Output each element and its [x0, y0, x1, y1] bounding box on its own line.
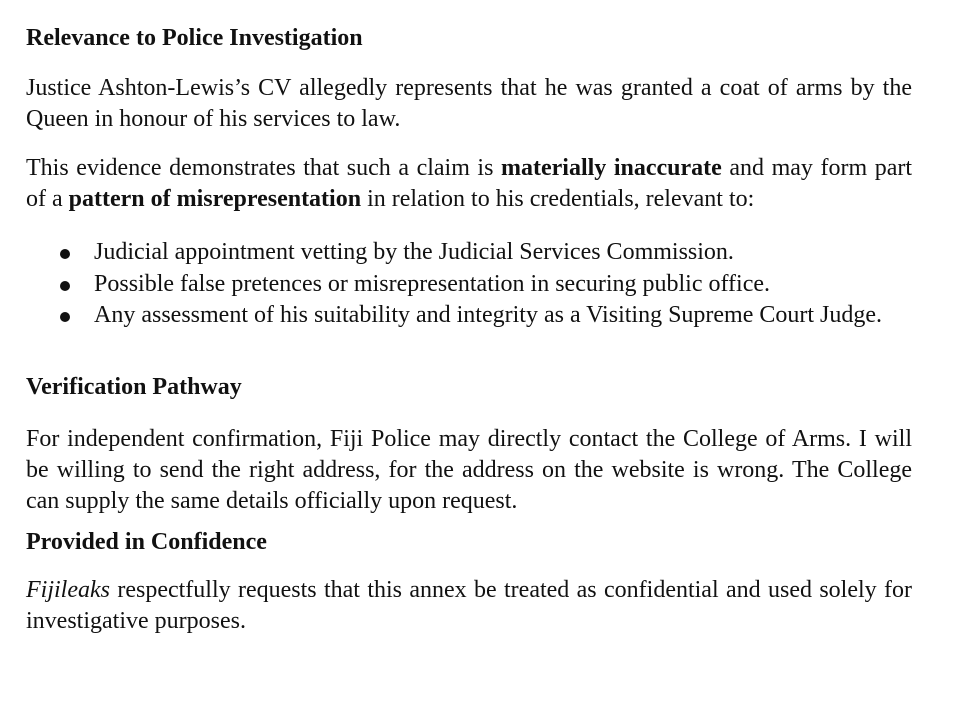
heading-confidence: Provided in Confidence	[26, 528, 267, 555]
evidence-bold-pattern: pattern of misrepresentation	[68, 186, 362, 212]
fijileaks-name: Fijileaks	[26, 576, 110, 603]
confidence-text: respectfully requests that this annex be treated as confidential and used solely for investigative purposes.	[26, 576, 912, 634]
heading-relevance: Relevance to Police Investigation	[26, 25, 363, 51]
bullet-text: Possible false pretences or misrepresentation in securing public office.	[94, 270, 771, 297]
relevance-bullet-list	[26, 237, 912, 332]
evidence-text-3: in relation to his credentials, relevant to:	[361, 186, 755, 212]
list-item	[26, 269, 912, 301]
bullet-text: Any assessment of his suitability and integrity as a Visiting Supreme Court Judge.	[94, 302, 883, 328]
heading-verification: Verification Pathway	[26, 373, 242, 400]
list-item	[26, 237, 912, 269]
paragraph-confidence	[26, 575, 912, 637]
bullet-icon	[60, 281, 70, 291]
bullet-icon	[60, 312, 70, 322]
evidence-bold-inaccurate: materially inaccurate	[501, 155, 722, 181]
evidence-text-1: This evidence demonstrates that such a claim is	[26, 155, 501, 181]
document-page	[26, 23, 912, 637]
bullet-icon	[60, 249, 70, 259]
paragraph-cv-claim: Justice Ashton-Lewis’s CV allegedly represents that he was granted a coat of arms by the Queen in honour of his services to law.	[26, 75, 912, 132]
bullet-text: Judicial appointment vetting by the Judicial Services Commission.	[94, 239, 734, 265]
evidence-text-2: and may form part of a	[26, 155, 913, 212]
list-item	[26, 300, 912, 332]
paragraph-verification: For independent confirmation, Fiji Police may directly contact the College of Arms. I will be willing to send the right address, for the address on the website is wrong. The College can supply the same details officially upon request.	[26, 425, 912, 514]
paragraph-evidence	[26, 153, 912, 215]
